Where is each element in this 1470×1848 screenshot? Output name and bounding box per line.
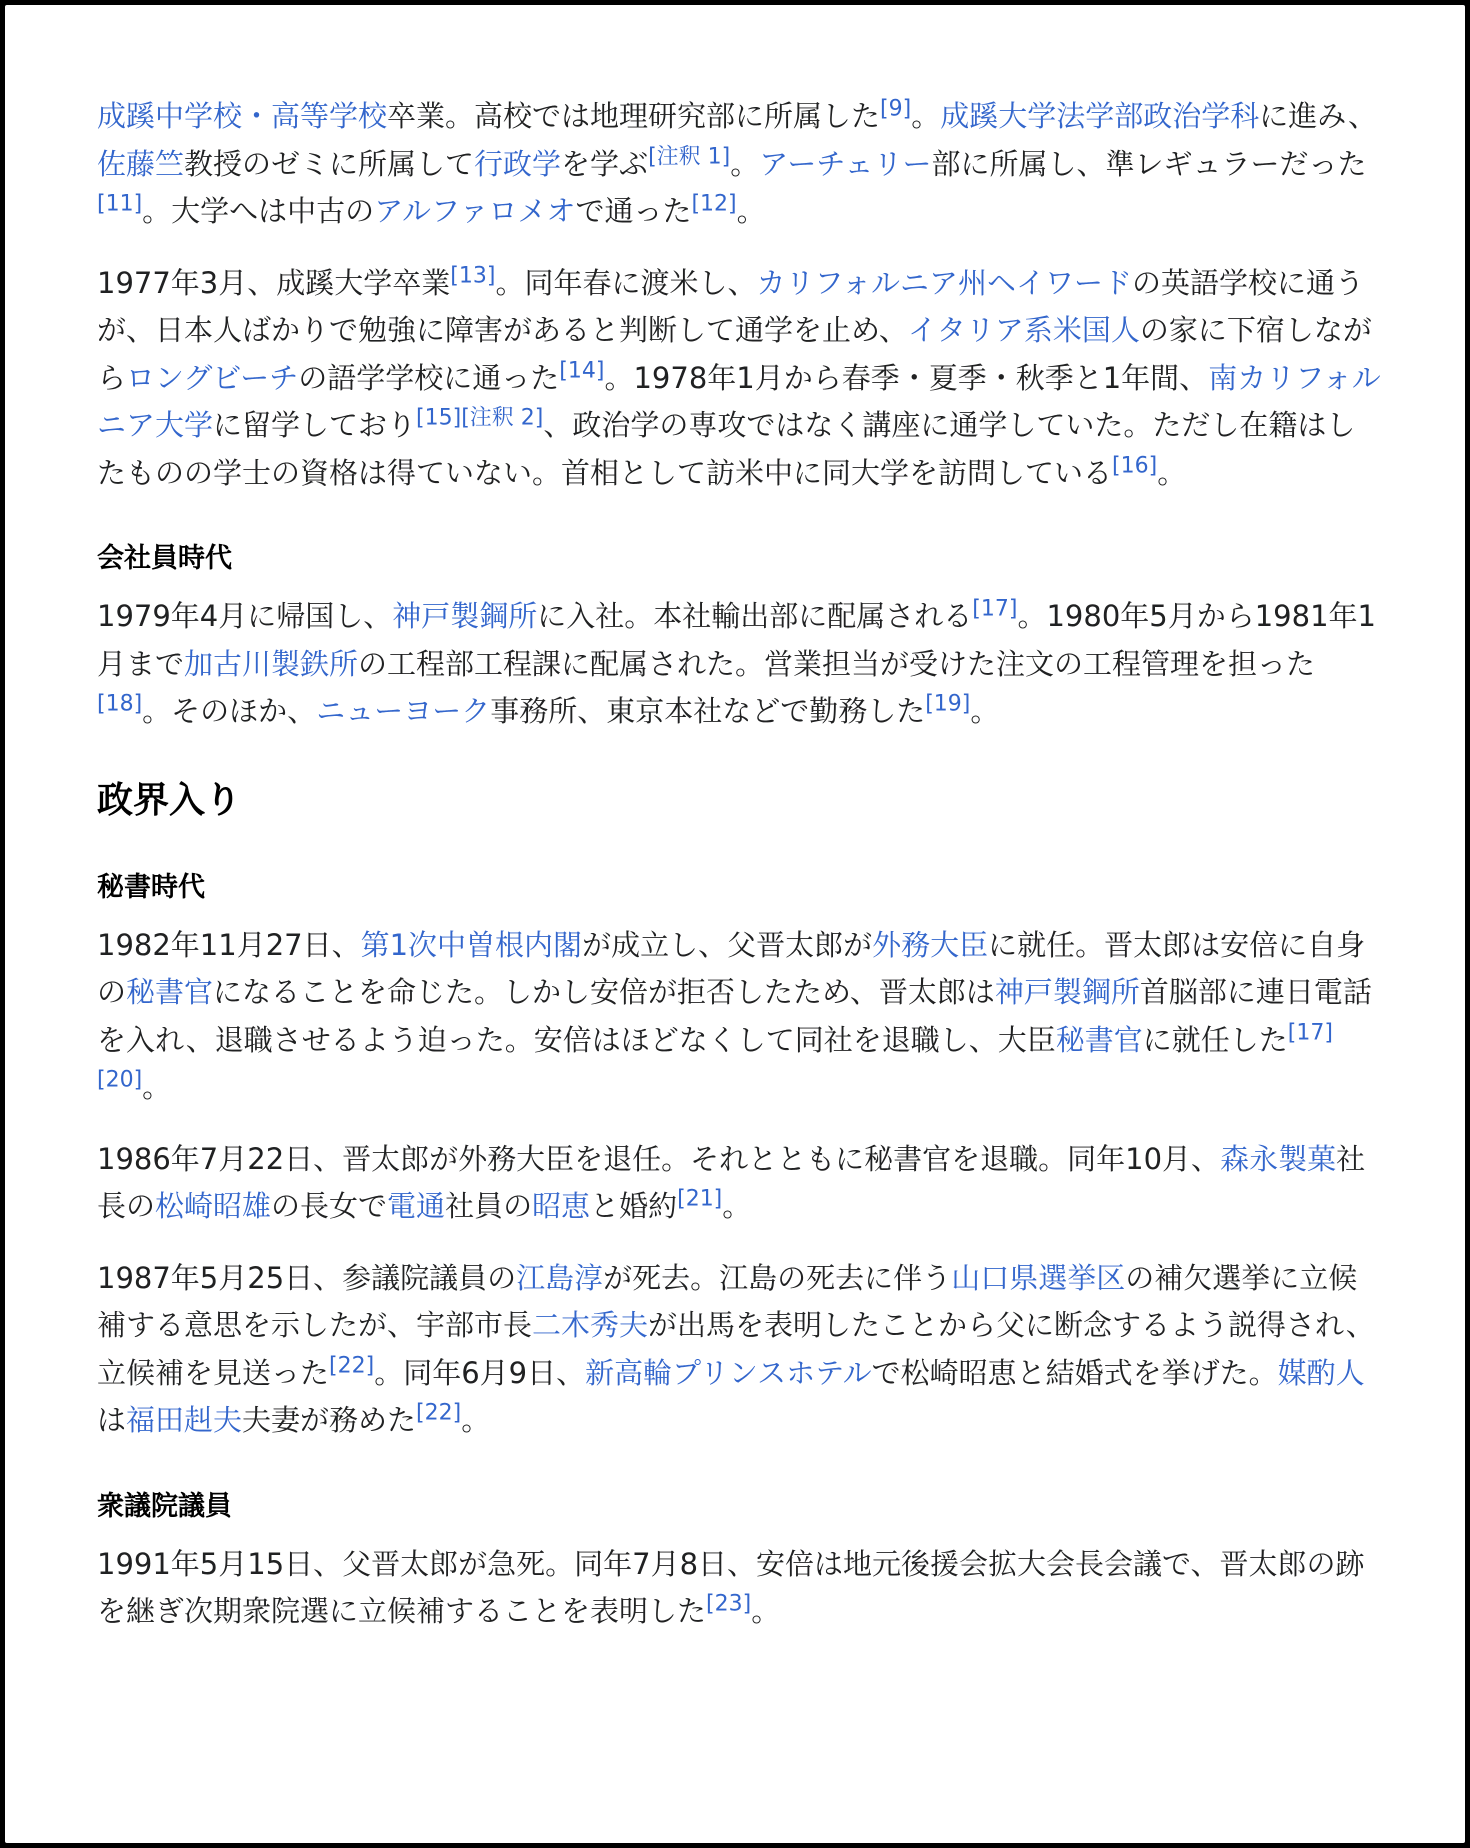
reference-marker [880, 96, 911, 121]
body-text: 。 [1157, 455, 1187, 490]
article-link[interactable]: 福田赳夫 [126, 1403, 243, 1437]
body-text: 卒業。高校では地理研究部に所属した [387, 99, 881, 133]
article-link[interactable]: ニューヨーク [316, 694, 491, 728]
paragraph-study-abroad [97, 260, 1382, 498]
body-text: の家に下宿しながら [97, 313, 1372, 395]
article-link[interactable]: 行政学 [474, 146, 562, 181]
article-link[interactable]: 新高輪プリンスホテル [585, 1355, 872, 1390]
body-text: は [97, 1403, 127, 1437]
body-text: 。 [461, 1403, 491, 1437]
reference-link[interactable]: [19] [925, 691, 971, 717]
paragraph-education [97, 93, 1382, 236]
body-text: に進み、 [1259, 99, 1377, 133]
paragraph-kobe-steel [97, 593, 1382, 736]
body-text: の工程部工程課に配属された。営業担当が受けた注文の工程管理を担った [358, 646, 1316, 681]
body-text: と婚約 [590, 1189, 678, 1223]
body-text: 1991年5月15日、父晋太郎が急死。同年7月8日、安倍は地元後援会拡大会長会議で、晋太郎の跡を継ぎ次期衆院選に立候補することを表明した [97, 1546, 1365, 1628]
article-page [5, 5, 1465, 1843]
article-link[interactable]: アルファロメオ [374, 194, 576, 228]
body-text: 。1980年5月から1981年1月まで [97, 599, 1376, 681]
reference-marker [329, 1353, 374, 1378]
paragraph-secretary [97, 922, 1382, 1112]
reference-marker [648, 144, 730, 169]
body-text: 。 [722, 1189, 752, 1223]
article-link[interactable]: 電通 [387, 1189, 446, 1223]
body-text: 。大学へは中古の [142, 194, 375, 228]
body-text: 部に所属し、準レギュラーだった [931, 146, 1367, 181]
article-link[interactable]: 二木秀夫 [532, 1308, 649, 1342]
body-text: 。 [911, 99, 941, 133]
article-link[interactable]: 佐藤竺 [97, 146, 185, 181]
reference-marker [416, 1400, 461, 1425]
body-text: 。 [730, 146, 760, 181]
reference-link[interactable]: [17] [1287, 1019, 1333, 1045]
body-text: に就任した [1142, 1022, 1288, 1057]
reference-link[interactable]: [20] [97, 1067, 143, 1093]
article-link[interactable]: 神戸製鋼所 [994, 975, 1140, 1009]
body-text: が死去。江島の死去に伴う [603, 1260, 952, 1295]
article-link[interactable]: 昭恵 [532, 1189, 591, 1223]
body-text: 。1978年1月から春季・夏季・秋季と1年間、 [604, 360, 1209, 395]
article-link[interactable]: 媒酌人 [1277, 1355, 1365, 1390]
reference-marker [97, 691, 142, 716]
article-link[interactable]: 第1次中曽根内閣 [360, 927, 583, 962]
body-text: 1977年3月、成蹊大学卒業 [97, 265, 451, 300]
article-link[interactable]: カリフォルニア州ヘイワード [756, 265, 1133, 300]
reference-link[interactable]: [23] [706, 1591, 752, 1617]
article-link[interactable]: アーチェリー [759, 146, 932, 181]
article-link[interactable]: 秘書官 [1055, 1022, 1143, 1057]
section-heading-house-member: 衆議院議員 [97, 1490, 232, 1522]
body-text: で通った [575, 194, 692, 228]
reference-link[interactable]: [12] [691, 191, 737, 217]
reference-link[interactable]: [16] [1112, 452, 1158, 478]
body-text: 1986年7月22日、晋太郎が外務大臣を退任。それとともに秘書官を退職。同年10月、 [97, 1141, 1221, 1176]
body-text: 。そのほか、 [142, 694, 317, 728]
reference-marker [1112, 453, 1157, 478]
reference-link[interactable]: [注釈 2] [461, 405, 544, 431]
article-link[interactable]: 成蹊中学校・高等学校 [97, 99, 388, 133]
body-text: 。 [751, 1594, 781, 1628]
body-text: 教授のゼミに所属して [184, 146, 475, 181]
body-text: 1987年5月25日、参議院議員の [97, 1260, 517, 1295]
reference-marker [706, 1591, 751, 1616]
body-text: 社長の [97, 1141, 1366, 1223]
reference-marker [461, 405, 543, 430]
article-link[interactable]: 秘書官 [126, 975, 214, 1009]
body-text: の英語学校に通うが、日本人ばかりで勉強に障害があると判断して通学を止め、 [97, 265, 1365, 347]
article-link[interactable]: 江島淳 [516, 1260, 604, 1295]
body-text: 1982年11月27日、 [97, 927, 361, 962]
body-text: の補欠選挙に立候補する意思を示したが、宇部市長 [97, 1260, 1358, 1342]
article-link[interactable]: 外務大臣 [872, 927, 989, 962]
reference-link[interactable]: [14] [559, 357, 605, 383]
body-text: で松崎昭恵と結婚式を挙げた。 [871, 1355, 1278, 1390]
section-heading-secretary-era: 秘書時代 [97, 871, 205, 903]
body-text: 社員の [445, 1189, 533, 1223]
body-text: 首脳部に連日電話を入れ、退職させるよう迫った。安倍はほどなくして同社を退職し、大臣 [97, 975, 1372, 1057]
reference-link[interactable]: [17] [972, 596, 1018, 622]
reference-link[interactable]: [15] [416, 405, 462, 431]
paragraph-candidacy [97, 1541, 1382, 1636]
body-text: 。 [736, 194, 766, 228]
reference-marker [97, 1067, 142, 1092]
body-text: 事務所、東京本社などで勤務した [490, 694, 926, 728]
reference-link[interactable]: [11] [97, 191, 143, 217]
paragraph-marriage [97, 1255, 1382, 1445]
body-text: 。 [970, 694, 1000, 728]
reference-marker [677, 1186, 722, 1211]
body-text: に留学しており [213, 408, 417, 442]
section-heading-entering-politics: 政界入り [97, 779, 242, 821]
body-text: 、政治学の専攻ではなく講座に通学していた。ただし在籍はしたものの学士の資格は得ていない。首相として訪米中に同大学を訪問している [97, 408, 1356, 490]
article-link[interactable]: 成蹊大学法学部政治学科 [940, 99, 1260, 133]
reference-link[interactable]: [18] [97, 691, 143, 717]
reference-marker [925, 691, 970, 716]
body-text: の長女で [271, 1189, 388, 1223]
body-text: 。同年6月9日、 [374, 1355, 586, 1390]
article-link[interactable]: 山口県選挙区 [951, 1260, 1126, 1295]
article-link[interactable]: 加古川製鉄所 [184, 646, 359, 681]
reference-marker [559, 358, 604, 383]
reference-marker [1288, 1020, 1333, 1045]
body-text: に就任。晋太郎は安倍に自身の [97, 927, 1366, 1009]
reference-link[interactable]: [9] [880, 96, 912, 122]
reference-link[interactable]: [注釈 1] [648, 143, 731, 169]
reference-marker [97, 191, 142, 216]
paragraph-engagement [97, 1136, 1382, 1231]
reference-marker [972, 596, 1017, 621]
section-heading-company-employee: 会社員時代 [97, 543, 232, 574]
article-link[interactable]: 森永製菓 [1220, 1141, 1337, 1176]
reference-link[interactable]: [21] [677, 1186, 723, 1212]
body-text: に入社。本社輸出部に配属される [537, 599, 973, 633]
article-content [97, 93, 1382, 1660]
article-link[interactable]: 神戸製鋼所 [392, 599, 538, 633]
reference-marker [416, 405, 461, 430]
article-link[interactable]: 南カリフォルニア大学 [97, 360, 1381, 442]
body-text: を学ぶ [561, 146, 649, 181]
body-text: 夫妻が務めた [242, 1403, 417, 1437]
body-text: 1979年4月に帰国し、 [97, 599, 393, 633]
body-text: の語学学校に通った [298, 360, 560, 395]
body-text: になることを命じた。しかし安倍が拒否したため、晋太郎は [213, 975, 995, 1009]
article-link[interactable]: 松崎昭雄 [155, 1189, 272, 1223]
body-text: が出馬を表明したことから父に断念するよう説得され、立候補を見送った [97, 1308, 1375, 1390]
body-text: 。同年春に渡米し、 [495, 265, 757, 300]
reference-link[interactable]: [22] [329, 1352, 375, 1378]
reference-marker [691, 191, 736, 216]
body-text: 。 [142, 1070, 172, 1104]
article-link[interactable]: ロングビーチ [126, 360, 299, 395]
reference-link[interactable]: [22] [416, 1400, 462, 1426]
reference-link[interactable]: [13] [450, 262, 496, 288]
reference-marker [450, 263, 495, 288]
body-text: が成立し、父晋太郎が [582, 927, 873, 962]
article-link[interactable]: イタリア系米国人 [907, 313, 1140, 347]
